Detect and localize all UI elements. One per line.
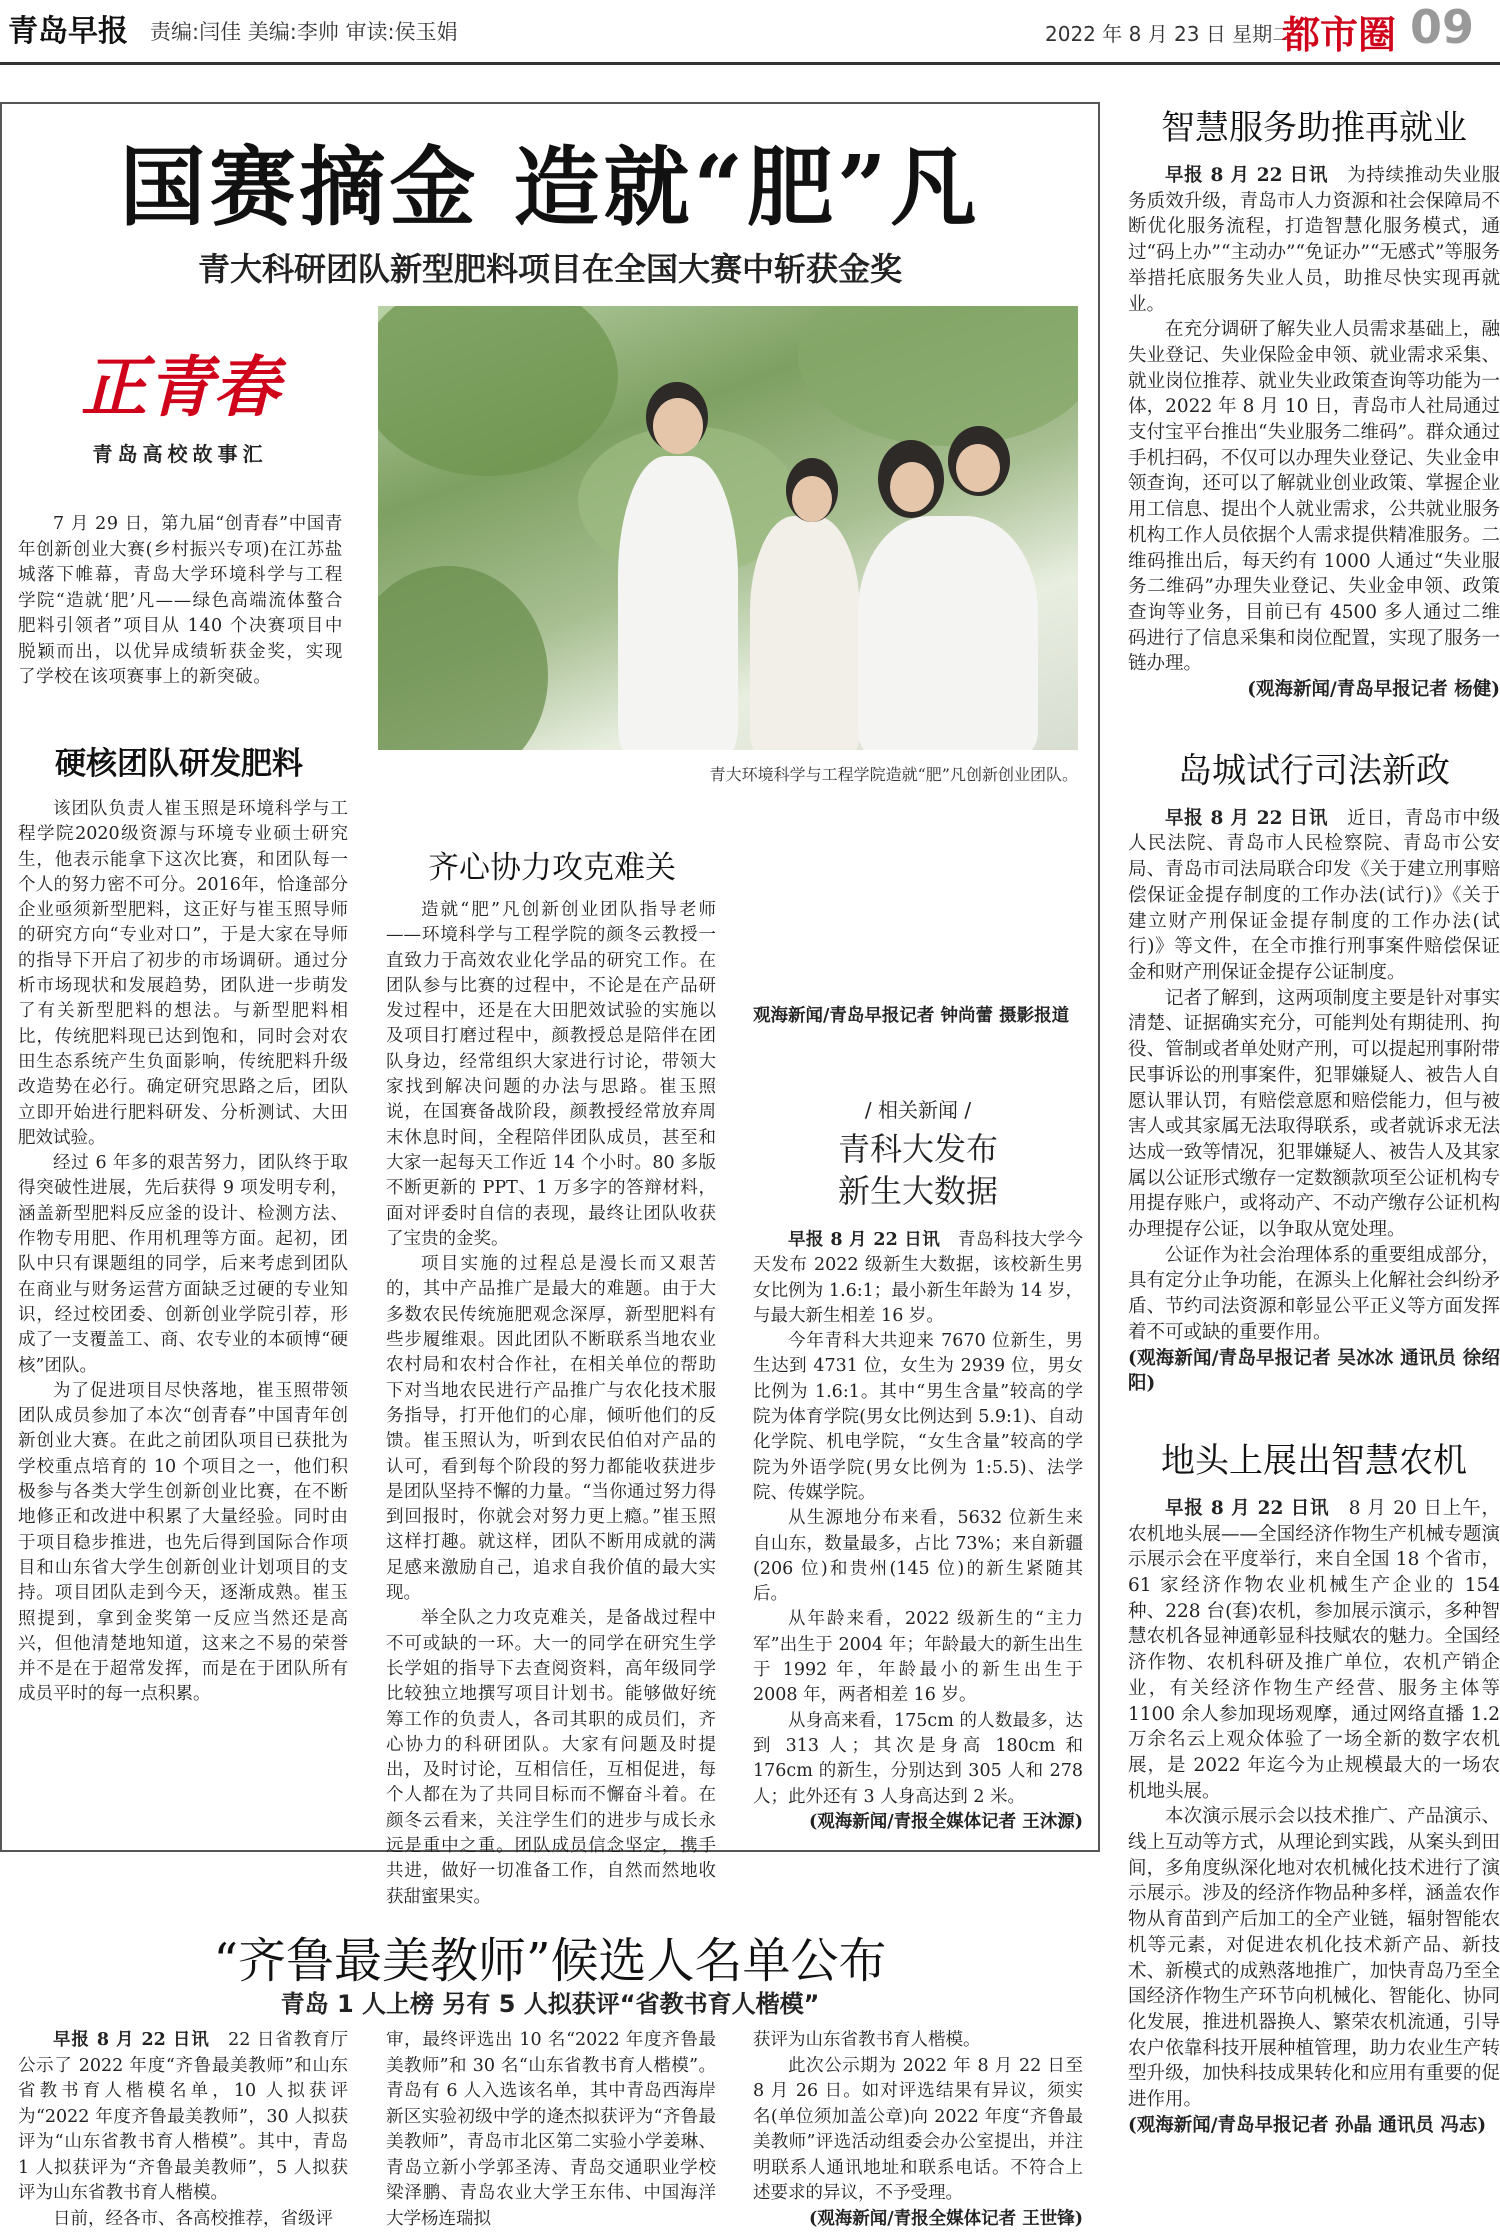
intro-paragraph: 7 月 29 日，第九届“创青春”中国青年创新创业大赛(乡村振兴专项)在江苏盐城落下帷幕，青岛大学环境科学与工程学院“造就‘肥’凡——绿色高端流体螯合肥料引领者”项目从 140 个决赛项目中脱颖而出，以优异成绩斩获金奖，实现了学校在该项赛事上的新突破。 <box>18 514 343 687</box>
section-name: 都市圈 <box>1282 12 1397 57</box>
teacher-byline: (观海新闻/青报全媒体记者 王世锋) <box>808 2208 1083 2229</box>
sidebar-story1-lead: 早报 8 月 22 日讯 <box>1165 165 1329 186</box>
page-number: 09 <box>1410 0 1475 54</box>
main-subheadline: 青大科研团队新型肥料项目在全国大赛中斩获金奖 <box>197 250 902 288</box>
sidebar-story2-title: 岛城试行司法新政 <box>1178 750 1450 791</box>
masthead-rule <box>0 62 1500 65</box>
related-news-title-2: 新生大数据 <box>837 1172 998 1210</box>
teacher-headline: “齐鲁最美教师”候选人名单公布 <box>213 1933 887 1989</box>
teacher-col2: 审，最终评选出 10 名“2022 年度齐鲁最美教师”和 30 名“山东省教书育人楷模”。青岛有 6 人入选该名单，其中青岛西海岸新区实验初级中学的逄杰拟获评为“齐鲁最美教师”，青岛市北区第二实验小学姜琳、青岛立新小学郭圣涛、青岛交通职业学校梁泽鹏、青岛农业大学王东伟、中国海洋大学杨连瑞拟 <box>386 2030 716 2229</box>
editor-credits: 责编:闫佳 美编:李帅 审读:侯玉娟 <box>150 20 458 44</box>
sidebar-story3-byline: (观海新闻/青岛早报记者 孙晶 通讯员 冯志) <box>1128 2114 1487 2136</box>
sidebar-story2-lead: 早报 8 月 22 日讯 <box>1165 807 1329 829</box>
sidebar-story2-body: 早报 8 月 22 日讯 近日，青岛市中级人民法院、青岛市人民检察院、青岛市公安局、青岛市司法局联合印发《关于建立刑事赔偿保证金提存制度的工作办法(试行)》《关于建立财产刑保证金提存制度的工作办法(试行)》等文件，在全市推行刑事案件赔偿保证金和财产刑保证金提存公证制度。 记者了解到，这两项制度主要是针对事实清楚、证据确实充分，可能判处有期徒刑、拘役、管制或者单处财产刑，可以提起刑事附带民事诉讼的刑事案件，犯罪嫌疑人、被告人自愿认罪认罚，有赔偿意愿和赔偿能力，但与被害人或其家属无法取得联系，或者就诉求无法达成一致等情况，犯罪嫌疑人、被告人及其家属以公证形式缴存一定数额款项至公证机构专用提存账户，或将动产、不动产缴存公证机构办理提存公证，以争取从宽处理。 公证作为社会治理体系的重要组成部分，具有定分止争功能，在源头上化解社会纠纷矛盾、节约司法资源和彰显公平正义等方面发挥着不可或缺的重要作用。 (观海新闻/青岛早报记者 吴冰冰 通讯员 徐绍阳) <box>1128 806 1500 1397</box>
sidebar-story1-body: 早报 8 月 22 日讯 为持续推动失业服务质效升级，青岛市人力资源和社会保障局不断优化服务流程，打造智慧化服务模式，通过“码上办”“主动办”“免证办”“无感式”等服务举措托底服务失业人员，助推尽快实现再就业。 在充分调研了解失业人员需求基础上，融失业登记、失业保险金申领、就业需求采集、就业岗位推荐、就业失业政策查询等功能为一体，2022 年 8 月 10 日，青岛市人社局通过支付宝平台推出“失业服务二维码”。群众通过手机扫码，不仅可以办理失业登记、失业金申领查询，还可以了解就业创业政策、掌握企业用工信息、提出个人就业需求，公共就业服务机构工作人员依据个人需求提供精准服务。二维码推出后，每天约有 1000 人通过“失业服务二维码”办理失业登记、失业金申领、政策查询等业务，目前已有 4500 多人通过二维码进行了信息采集和岗位配置，实现了服务一链办理。 (观海新闻/青岛早报记者 杨健) <box>1128 163 1500 703</box>
section1-title: 硬核团队研发肥料 <box>55 746 303 782</box>
related-news-label: / 相关新闻 / <box>864 1098 972 1122</box>
sidebar-story2-byline: (观海新闻/青岛早报记者 吴冰冰 通讯员 徐绍阳) <box>1128 1347 1500 1395</box>
related-news-lead: 早报 8 月 22 日讯 <box>788 1230 941 1250</box>
column-logo-text: 正青春 <box>81 348 279 426</box>
section1-body: 该团队负责人崔玉照是环境科学与工程学院2020级资源与环境专业硕士研究生，他表示能拿下这次比赛，和团队每一个人的努力密不可分。2016年，恰逢部分企业亟须新型肥料，这正好与崔玉照导师的研究方向“专业对口”，于是大家在导师的指导下开启了初步的市场调研。通过分析市场现状和发展趋势，团队进一步萌发了有关新型肥料的想法。与新型肥料相比，传统肥料现已达到饱和，同时会对农田生态系统产生负面影响，传统肥料升级改造势在必行。确定研究思路之后，团队立即开始进行肥料研发、分析测试、大田肥效试验。 经过 6 年多的艰苦努力，团队终于取得突破性进展，先后获得 9 项发明专利，涵盖新型肥料反应釜的设计、检测方法、作物专用肥、作用机理等方面。起初，团队中只有课题组的同学，后来考虑到团队在商业与财务运营方面缺乏过硬的专业知识，经过校团委、创新创业学院引荐，形成了一支覆盖工、商、农专业的本硕博“硬核”团队。 为了促进项目尽快落地，崔玉照带领团队成员参加了本次“创青春”中国青年创新创业大赛。在此之前团队项目已获批为学校重点培育的 10 个项目之一，他们积极参与各类大学生创新创业比赛，在不断地修正和改进中积累了大量经验。同时由于项目稳步推进，也先后得到国际合作项目和山东省大学生创新创业计划项目的支持。项目团队走到今天，逐渐成熟。崔玉照提到，拿到金奖第一反应当然还是高兴，但他清楚地知道，这来之不易的荣誉并不是在于超常发挥，而是在于团队所有成员平时的每一点积累。 <box>18 799 348 1705</box>
sidebar-story1-byline: (观海新闻/青岛早报记者 杨健) <box>1247 679 1500 701</box>
main-byline: 观海新闻/青岛早报记者 钟尚蕾 摄影报道 <box>753 1006 1070 1026</box>
main-headline: 国赛摘金 造就“肥”凡 <box>119 137 981 238</box>
teacher-subheadline: 青岛 1 人上榜 另有 5 人拟获评“省教书育人楷模” <box>280 1990 820 2018</box>
section2-body: 造就“肥”凡创新创业团队指导老师——环境科学与工程学院的颜冬云教授一直致力于高效农业化学品的研究工作。在团队参与比赛的过程中，不论是在产品研发过程中，还是在大田肥效试验的实施以及项目打磨过程中，颜教授总是陪伴在团队身边，经常组织大家进行讨论，带领大家找到解决问题的办法与思路。崔玉照说，在国赛备战阶段，颜教授经常放弃周末休息时间，全程陪伴团队成员，甚至和大家一起每天工作近 14 个小时。80 多版不断更新的 PPT、1 万多字的答辩材料，面对评委时自信的表现，最终让团队收获了宝贵的金奖。 项目实施的过程总是漫长而又艰苦的，其中产品推广是最大的难题。由于大多数农民传统施肥观念深厚，新型肥料有些步履维艰。因此团队不断联系当地农业农村局和农村合作社，在相关单位的帮助下对当地农民进行产品推广与农化技术服务指导，打开他们的心扉，倾听他们的反馈。崔玉照认为，听到农民伯伯对产品的认可，看到每个阶段的努力都能收获进步是团队坚持不懈的力量。“当你通过努力得到回报时，你就会对努力更上瘾。”崔玉照这样打趣。就这样，团队不断用成就的满足感来激励自己，追求自我价值的最大实现。 举全队之力攻克难关，是备战过程中不可或缺的一环。大一的同学在研究生学长学姐的指导下去查阅资料，高年级同学比较独立地撰写项目计划书。能够做好统筹工作的负责人，各司其职的成员们，齐心协力的科研团队。大家有问题及时提出，及时讨论，互相信任，互相促进，每个人都在为了共同目标而不懈奋斗着。在颜冬云看来，关注学生们的进步与成长永远是重中之重。团队成员信念坚定，携手共进，做好一切准备工作，自然而然地收获甜蜜果实。 <box>386 900 716 1907</box>
photo-caption: 青大环境科学与工程学院造就“肥”凡创新创业团队。 <box>709 765 1078 784</box>
column-logo <box>65 342 295 472</box>
sidebar-story3-body: 早报 8 月 22 日讯 8 月 20 日上午，农机地头展——全国经济作物生产机械专题演示展示会在平度举行，来自全国 18 个省市，61 家经济作物农业机械生产企业的 154 种、228 台(套)农机，参加展示演示，多种智慧农机各显神通彰显科技赋农的魅力。全国经济作物、农机科研及推广单位，农机产销企业，有关经济作物生产经营、服务主体等 1100 余人参加现场观摩，通过网络直播 1.2 万余名云上观众体验了一场全新的数字农机展，是 2022 年迄今为止规模最大的一场农机地头展。 本次演示展示会以技术推广、产品演示、线上互动等方式，从理论到实践，从案头到田间，多角度纵深化地对农机械化技术进行了演示展示。涉及的经济作物品种多样，涵盖农作物从育苗到产后加工的全产业链，辐射智能农机等元素，对促进农机化技术新产品、新技术、新模式的成熟落地推广，加快青岛乃至全国经济作物生产环节向机械化、智能化、协同化发展，推进机器换人、繁荣农机流通，引导农户依靠科技开展种植管理，助力农业生产转型升级，加快科技成果转化和应用有重要的促进作用。 (观海新闻/青岛早报记者 孙晶 通讯员 冯志) <box>1128 1496 1500 2139</box>
related-news-title-1: 青科大发布 <box>837 1130 998 1168</box>
section2-title: 齐心协力攻克难关 <box>428 850 676 886</box>
related-news-byline: (观海新闻/青报全媒体记者 王沐源) <box>808 1811 1083 1832</box>
paper-logo: 青岛早报 <box>8 14 128 49</box>
sidebar-story1-title: 智慧服务助推再就业 <box>1161 108 1467 148</box>
related-news-body: 早报 8 月 22 日讯 青岛科技大学今天发布 2022 级新生大数据，该校新生男女比例为 1.6:1；最小新生年龄为 14 岁，与最大新生相差 16 岁。 今年青科大共迎来 7670 位新生，男生达到 4731 位，女生为 2939 位，男女比例为 1.6:1。其中“男生含量”较高的学院为体育学院(男女比例达到 5.9:1)、自动化学院、机电学院，“女生含量”较高的学院为外语学院(男女比例为 1:5.5)、法学院、传媒学院。 从生源地分布来看，5632 位新生来自山东，数量最多，占比 73%；来自新疆(206 位)和贵州(145 位)的新生紧随其后。 从年龄来看，2022 级新生的“主力军”出生于 2004 年；年龄最大的新生出生于 1992 年，年龄最小的新生出生于 2008 年，两者相差 16 岁。 从身高来看，175cm 的人数最多，达到 313 人；其次是身高 180cm 和 176cm 的新生，分别达到 305 人和 278 人；此外还有 3 人身高达到 2 米。 (观海新闻/青报全媒体记者 王沐源) <box>753 1228 1083 1835</box>
column-caption: 青岛高校故事汇 <box>92 442 268 466</box>
team-photo <box>378 306 1078 750</box>
teacher-col1: 早报 8 月 22 日讯 22 日省教育厅公示了 2022 年度“齐鲁最美教师”和山东省教书育人楷模名单，10 人拟获评为“2022 年度齐鲁最美教师”，30 人拟获评为“山东省教书育人楷模”。其中，青岛 1 人拟获评为“齐鲁最美教师”，5 人拟获评为山东省教书育人楷模。 日前，经各市、各高校推荐，省级评 <box>18 2030 348 2229</box>
teacher-lead: 早报 8 月 22 日讯 <box>53 2030 210 2050</box>
teacher-col3: 获评为山东省教书育人楷模。 此次公示期为 2022 年 8 月 22 日至 8 月 26 日。如对评选结果有异议，须实名(单位须加盖公章)向 2022 年度“齐鲁最美教师”评选活动组委会办公室提出，并注明联系人通讯地址和联系电话。不符合上述要求的异议，不予受理。 (观海新闻/青报全媒体记者 王世锋) <box>753 2028 1083 2232</box>
sidebar <box>1128 100 1500 2139</box>
sidebar-story3-lead: 早报 8 月 22 日讯 <box>1165 1497 1330 1519</box>
sidebar-story3-title: 地头上展出智慧农机 <box>1161 1440 1467 1481</box>
issue-date: 2022 年 8 月 23 日 星期二 <box>1045 22 1293 46</box>
